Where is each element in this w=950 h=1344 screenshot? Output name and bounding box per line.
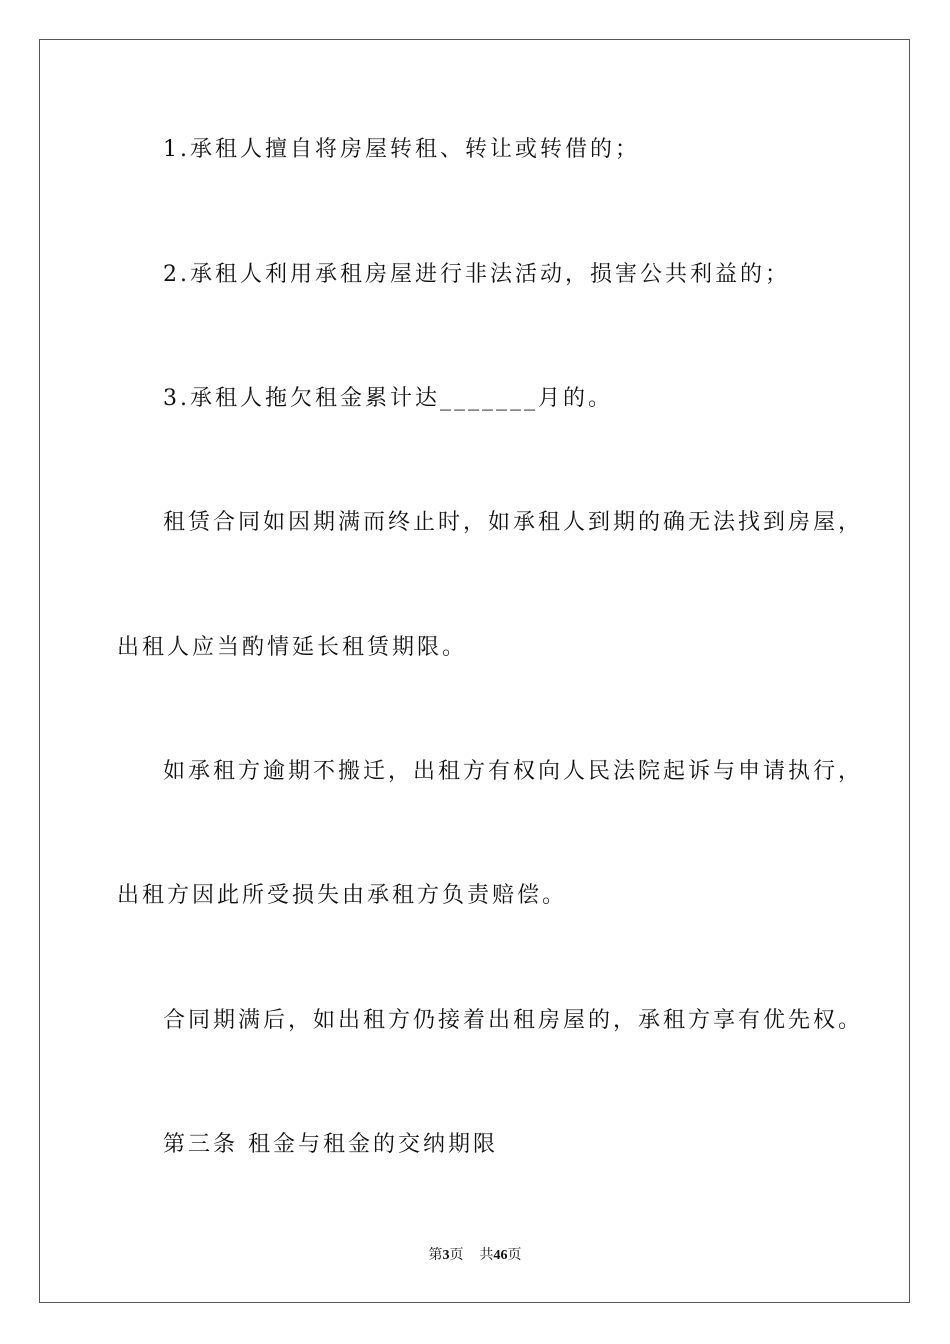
page-border — [39, 39, 910, 1303]
clause-item-2: 2.承租人利用承租房屋进行非法活动，损害公共利益的； — [163, 262, 790, 287]
footer-page-number: 3 — [442, 1248, 450, 1263]
footer-total-pages: 46 — [493, 1248, 508, 1263]
footer-page-prefix: 第 — [428, 1248, 443, 1263]
paragraph-renewal-line-1: 租赁合同如因期满而终止时，如承租人到期的确无法找到房屋， — [163, 510, 864, 535]
paragraph-priority: 合同期满后，如出租方仍接着出租房屋的，承租方享有优先权。 — [163, 1008, 864, 1033]
clause-item-3: 3.承租人拖欠租金累计达_______月的。 — [163, 386, 613, 411]
footer-page-suffix: 页 — [449, 1248, 464, 1263]
footer-total-suffix: 页 — [507, 1248, 522, 1263]
page-footer — [0, 1249, 950, 1263]
clause-item-1: 1.承租人擅自将房屋转租、转让或转借的； — [163, 137, 640, 162]
footer-total-prefix: 共 — [479, 1248, 494, 1263]
paragraph-eviction-line-2: 出租方因此所受损失由承租方负责赔偿。 — [117, 883, 568, 908]
paragraph-eviction-line-1: 如承租方逾期不搬迁，出租方有权向人民法院起诉与申请执行， — [163, 759, 864, 784]
paragraph-renewal-line-2: 出租人应当酌情延长租赁期限。 — [117, 635, 468, 660]
section-heading-article-3: 第三条 租金与租金的交纳期限 — [163, 1132, 498, 1157]
